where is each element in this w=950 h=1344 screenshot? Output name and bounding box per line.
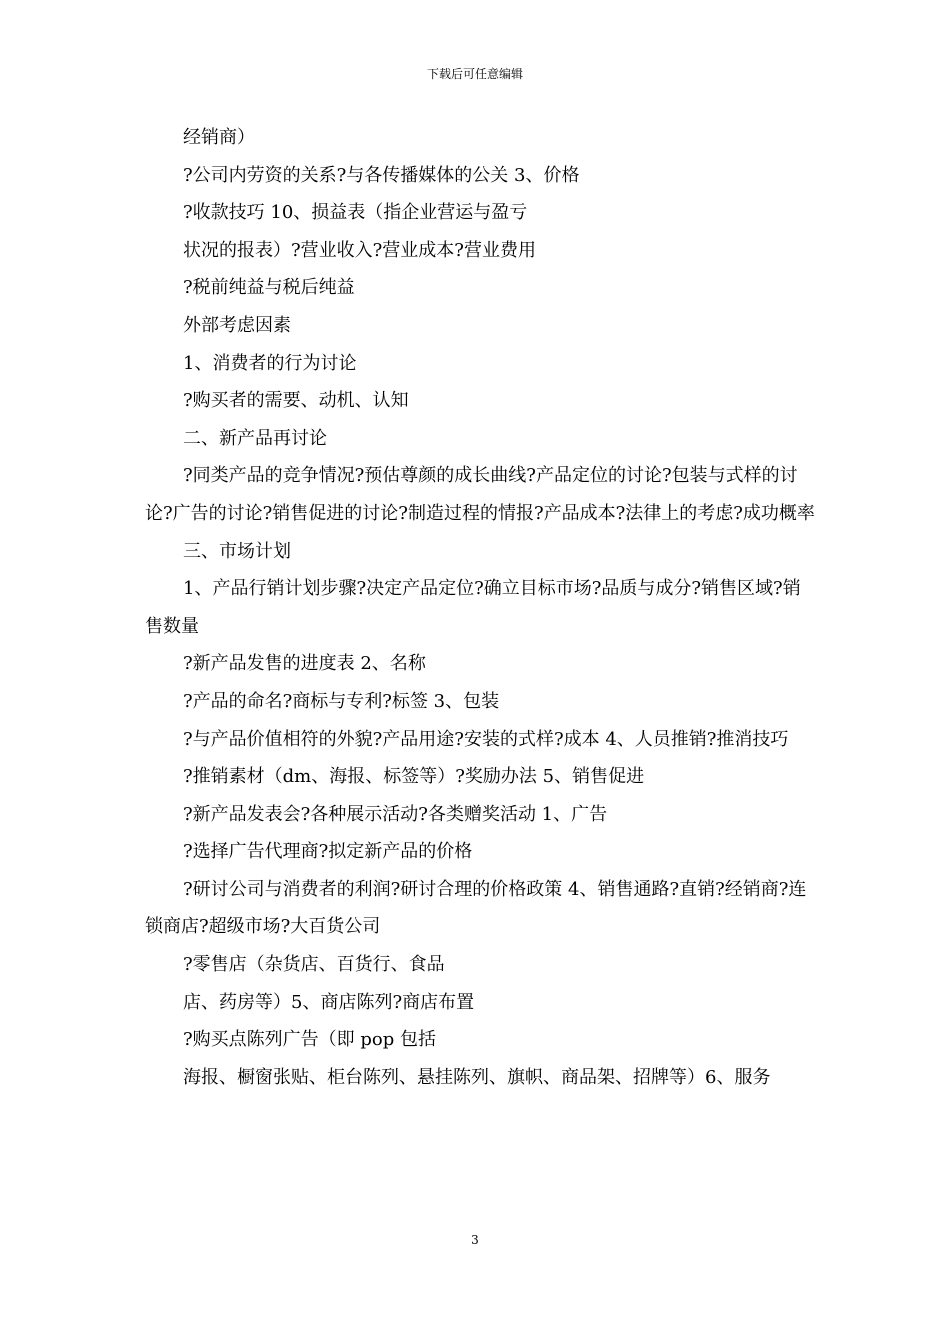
paragraph: ?推销素材（dm、海报、标签等）?奖励办法 5、销售促进 [183,766,645,788]
paragraph: 三、市场计划 [183,540,291,562]
paragraph: ?公司内劳资的关系?与各传播媒体的公关 3、价格 [183,164,580,186]
paragraph: ?新产品发表会?各种展示活动?各类赠奖活动 1、广告 [183,803,608,825]
paragraph: 经销商） [183,127,255,148]
paragraph: ?零售店（杂货店、百货行、食品 [183,954,445,976]
paragraph: ?购买者的需要、动机、认知 [183,390,409,412]
paragraph: ?购买点陈列广告（即 pop 包括 [183,1029,436,1051]
paragraph: ?产品的命名?商标与专利?标签 3、包装 [183,690,500,712]
paragraph: 外部考虑因素 [183,314,291,336]
page-header: 下载后可任意编辑 [426,67,523,81]
document-body [145,119,817,1096]
paragraph: ?新产品发售的进度表 2、名称 [183,653,426,675]
paragraph: ?研讨公司与消费者的利润?研讨合理的价格政策 4、销售通路?直销?经销商?连锁商店?超级市场?大百货公司 [145,878,807,938]
paragraph: 1、消费者的行为讨论 [183,352,357,374]
paragraph: ?与产品价值相符的外貌?产品用途?安装的式样?成本 4、人员推销?推消技巧 [183,728,789,750]
paragraph: 二、新产品再讨论 [183,427,327,449]
paragraph: ?收款技巧 10、损益表（指企业营运与盈亏 [183,202,528,224]
paragraph: 店、药房等）5、商店陈列?商店布置 [183,991,475,1013]
paragraph: 1、产品行销计划步骤?决定产品定位?确立目标市场?品质与成分?销售区域?销售数量 [145,578,801,637]
paragraph: 海报、橱窗张贴、柜台陈列、悬挂陈列、旗帜、商品架、招牌等）6、服务 [183,1066,771,1088]
paragraph: ?同类产品的竞争情况?预估尊颜的成长曲线?产品定位的讨论?包装与式样的讨论?广告的讨论?销售促进的讨论?制造过程的情报?产品成本?法律上的考虑?成功概率 [145,465,815,524]
paragraph: ?选择广告代理商?拟定新产品的价格 [183,841,473,863]
paragraph: 状况的报表）?营业收入?营业成本?营业费用 [183,239,536,261]
paragraph: ?税前纯益与税后纯益 [183,277,355,299]
page-number: 3 [471,1233,479,1247]
